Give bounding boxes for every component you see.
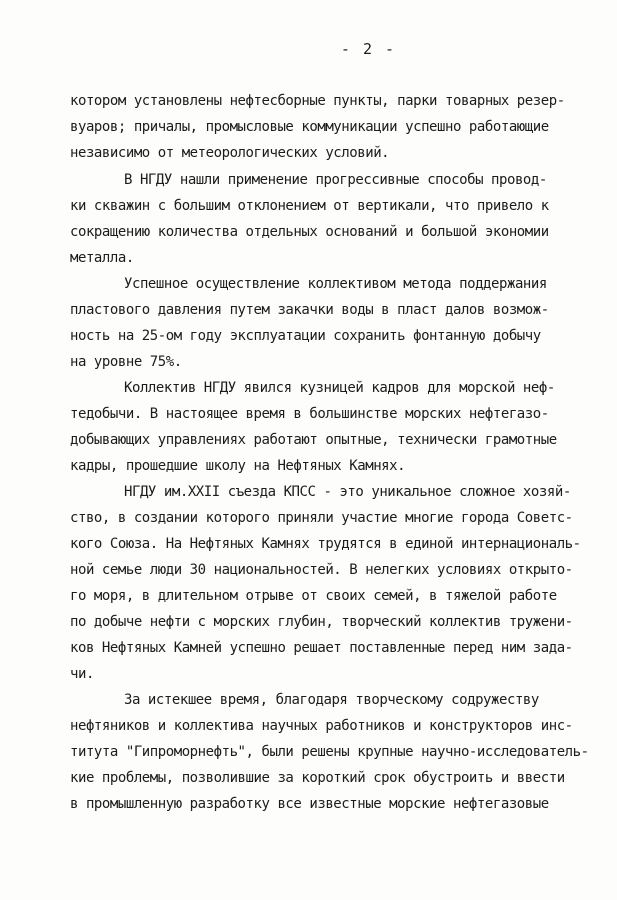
- text-line: ной семье люди 30 национальностей. В нелегких условиях открыто-: [70, 562, 573, 578]
- text-line: вуаров; причалы, промысловые коммуникации успешно работающие: [70, 119, 549, 135]
- text-line: нефтяников и коллектива научных работников и конструкторов инс-: [70, 718, 573, 734]
- text-line: В НГДУ нашли применение прогрессивные способы провод-: [124, 172, 547, 188]
- text-line: ство, в создании которого приняли участие многие города Советс-: [70, 510, 573, 526]
- text-line: независимо от метеорологических условий.: [70, 145, 390, 161]
- text-line: добывающих управлениях работают опытные, технически грамотные: [70, 432, 557, 448]
- text-line: пластового давления путем закачки воды в пласт далов возмож-: [70, 302, 549, 318]
- text-line: в промышленную разработку все известные морские нефтегазовые: [70, 796, 549, 812]
- text-line: металла.: [70, 250, 134, 266]
- text-line: Коллектив НГДУ явился кузницей кадров для морской неф-: [124, 380, 555, 396]
- text-line: Успешное осуществление коллективом метода поддержания: [124, 276, 547, 292]
- text-line: сокращению количества отдельных оснований и большой экономии: [70, 224, 549, 240]
- text-line: по добыче нефти с морских глубин, творческий коллектив тружени-: [70, 614, 573, 630]
- text-line: ность на 25-ом году эксплуатации сохранить фонтанную добычу: [70, 328, 541, 344]
- text-line: на уровне 75%.: [70, 354, 182, 370]
- text-line: тедобычи. В настоящее время в большинстве морских нефтегазо-: [70, 406, 549, 422]
- text-line: НГДУ им.XXII съезда КПСС - это уникальное сложное хозяй-: [124, 484, 571, 500]
- text-line: ки скважин с большим отклонением от вертикали, что привело к: [70, 198, 549, 214]
- text-line: чи.: [70, 666, 94, 682]
- text-line: титута "Гипроморнефть", были решены крупные научно-исследователь-: [70, 744, 589, 760]
- text-line: котором установлены нефтесборные пункты, парки товарных резер-: [70, 93, 565, 109]
- text-line: За истекшее время, благодаря творческому содружеству: [124, 692, 539, 708]
- text-line: кого Союза. На Нефтяных Камнях трудятся в единой интернациональ-: [70, 536, 581, 552]
- text-line: ков Нефтяных Камней успешно решает поставленные перед ним зада-: [70, 640, 573, 656]
- text-line: кадры, прошедшие школу на Нефтяных Камнях.: [70, 458, 406, 474]
- page-number: - 2 -: [340, 40, 397, 58]
- text-line: кие проблемы, позволившие за короткий срок обустроить и ввести: [70, 770, 565, 786]
- text-line: го моря, в длительном отрыве от своих семей, в тяжелой работе: [70, 588, 557, 604]
